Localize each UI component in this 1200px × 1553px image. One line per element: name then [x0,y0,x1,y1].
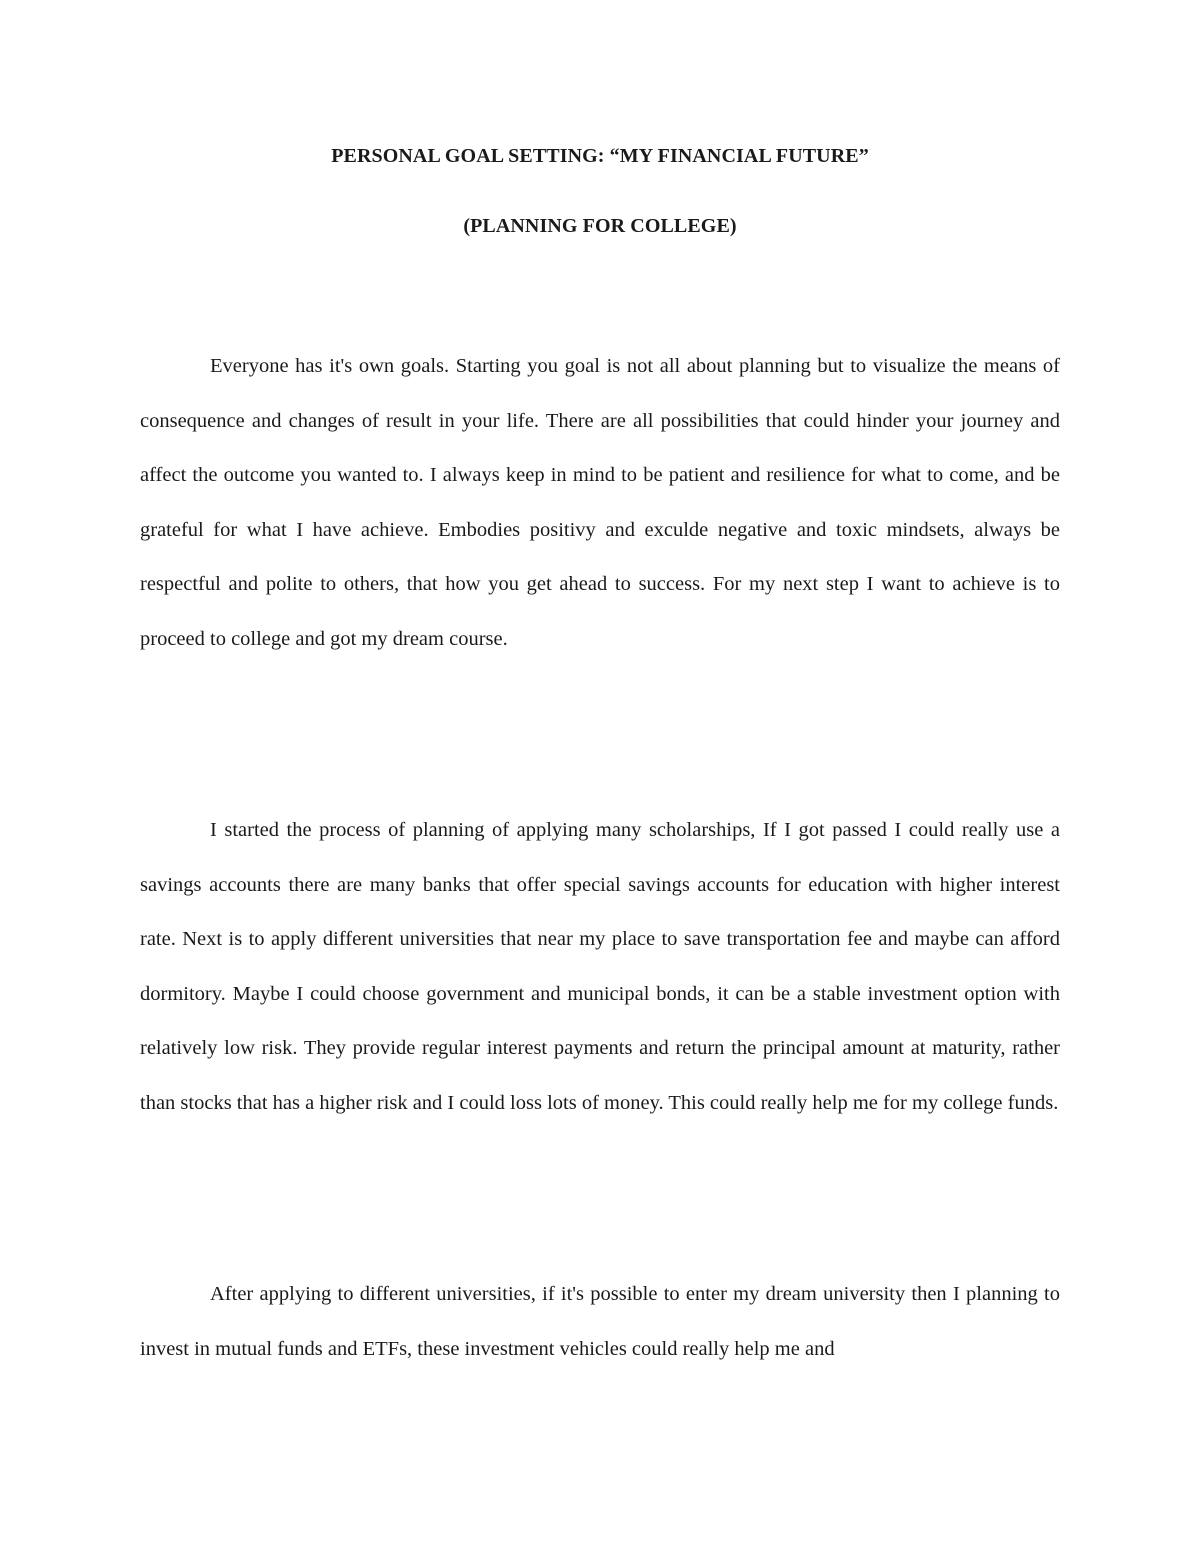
paragraph-3: After applying to different universities, if it's possible to enter my dream university then I planning to invest in mutual funds and ETFs, these investment vehicles could really help me and [140,1283,1060,1360]
title-block [0,142,1200,240]
paragraph-1: Everyone has it's own goals. Starting you goal is not all about planning but to visualize the means of consequence and changes of result in your life. There are all possibilities that could hinder your journey and affect the outcome you wanted to. I always keep in mind to be patient and resilience for what to come, and be grateful for what I have achieve. Embodies positivy and exculde negative and toxic mindsets, always be respectful and polite to others, that how you get ahead to success. For my next step I want to achieve is to proceed to college and got my dream course. [140,355,1060,650]
document-title: PERSONAL GOAL SETTING: “MY FINANCIAL FUTURE” [331,145,869,167]
paragraph-2: I started the process of planning of applying many scholarships, If I got passed I could really use a savings accounts there are many banks that offer special savings accounts for education with higher interest rate. Next is to apply different universities that near my place to save transportation fee and maybe can afford dormitory. Maybe I could choose government and municipal bonds, it can be a stable investment option with relatively low risk. They provide regular interest payments and return the principal amount at maturity, rather than stocks that has a higher risk and I could loss lots of money. This could really help me for my college funds. [140,819,1060,1114]
document-subtitle: (PLANNING FOR COLLEGE) [463,215,737,237]
